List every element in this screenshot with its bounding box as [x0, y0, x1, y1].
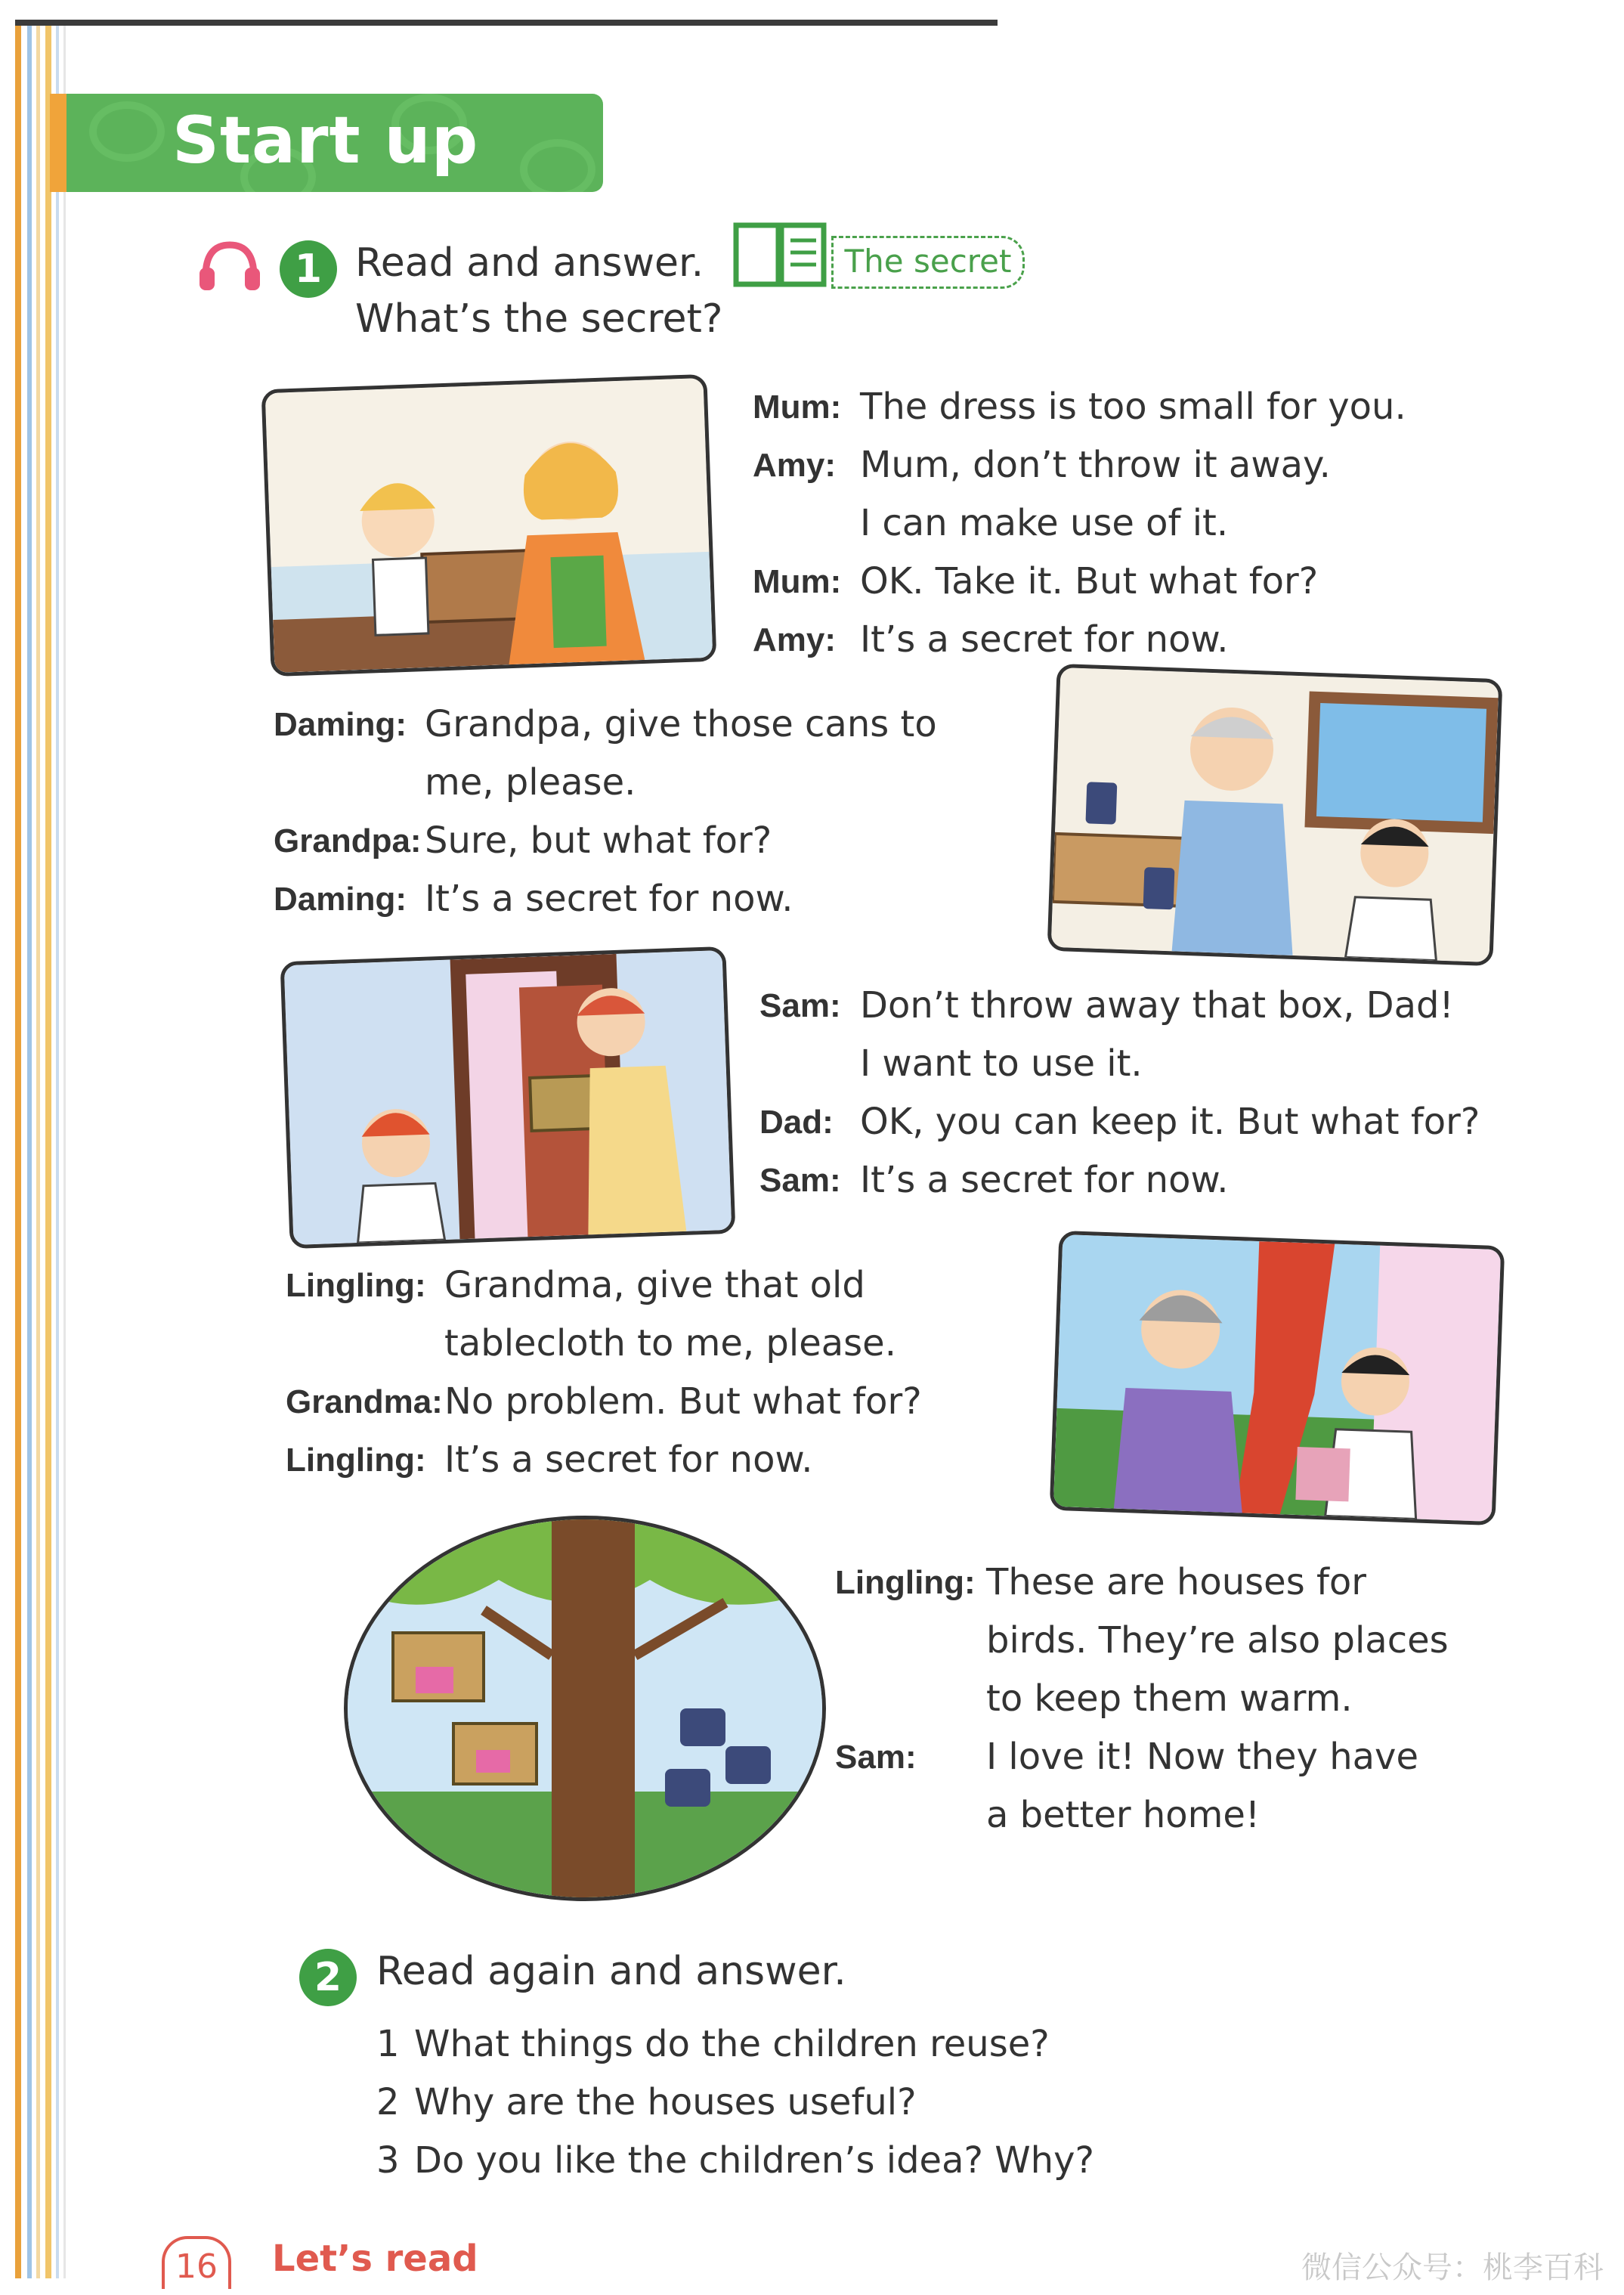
speaker-label: Daming: [274, 881, 407, 918]
question-text: What things do the children reuse? [414, 2023, 1050, 2065]
scene-grandpa-daming-picture [1047, 664, 1503, 966]
dialogue-line: These are houses for [986, 1561, 1366, 1603]
speaker-label: Amy: [753, 621, 837, 658]
dialogue-line: It’s a secret for now. [444, 1439, 813, 1481]
speaker-label: Lingling: [286, 1442, 426, 1479]
speaker-label: Lingling: [835, 1564, 976, 1601]
dialogue-line: Sure, but what for? [425, 819, 772, 862]
banner-pattern [520, 139, 595, 192]
watermark-text: 微信公众号：桃李百科 [1301, 2250, 1604, 2285]
question-number: 3 [376, 2139, 400, 2182]
section-banner [67, 94, 603, 192]
speaker-label: Dad: [759, 1104, 834, 1141]
activity-title: Read again and answer. [376, 1949, 846, 1994]
book-edge-strip [15, 26, 21, 2278]
dialogue-line: It’s a secret for now. [860, 618, 1229, 661]
footer-label: Let’s read [272, 2238, 478, 2280]
speaker-label: Sam: [759, 987, 841, 1024]
scene-mum-amy-picture [261, 374, 717, 677]
book-edge-strip [27, 26, 32, 2278]
dialogue-line: No problem. But what for? [444, 1380, 922, 1423]
dialogue-line: Grandpa, give those cans to [425, 703, 937, 745]
dialogue-line: to keep them warm. [986, 1677, 1353, 1720]
question-number: 1 [376, 2023, 400, 2065]
dialogue-line: It’s a secret for now. [425, 878, 793, 920]
speaker-label: Sam: [835, 1739, 917, 1776]
dialogue-line: Don’t throw away that box, Dad! [860, 984, 1454, 1027]
dialogue-line: Mum, don’t throw it away. [860, 444, 1331, 486]
dialogue-line: birds. They’re also places [986, 1619, 1449, 1662]
dialogue-line: OK. Take it. But what for? [860, 560, 1319, 602]
speaker-label: Mum: [753, 389, 842, 426]
dialogue-line: tablecloth to me, please. [444, 1322, 896, 1364]
speaker-label: Sam: [759, 1162, 841, 1199]
dialogue-line: OK, you can keep it. But what for? [860, 1101, 1480, 1143]
speaker-label: Grandpa: [274, 822, 422, 859]
headphones-icon [198, 240, 261, 293]
question-text: Why are the houses useful? [414, 2081, 917, 2123]
speaker-label: Grandma: [286, 1383, 443, 1420]
speaker-label: Amy: [753, 447, 837, 484]
banner-tab [50, 94, 67, 192]
reading-tag: The secret [831, 236, 1025, 289]
activity-question: What’s the secret? [355, 296, 723, 342]
dialogue-line: I can make use of it. [860, 502, 1229, 544]
book-edge-strip [56, 26, 59, 2278]
page-number: 16 [162, 2236, 231, 2289]
scene-bird-houses-picture [344, 1516, 826, 1901]
question-text: Do you like the children’s idea? Why? [414, 2139, 1094, 2182]
page-top-edge [15, 20, 998, 26]
speaker-label: Mum: [753, 563, 842, 600]
speaker-label: Lingling: [286, 1267, 426, 1304]
dialogue-line: Grandma, give that old [444, 1264, 865, 1306]
section-title: Start up [172, 103, 479, 178]
activity-number-badge: 2 [299, 1949, 357, 2006]
scene-grandma-lingling-picture [1050, 1231, 1505, 1525]
activity-title: Read and answer. [355, 240, 704, 286]
book-edge-strip [63, 26, 66, 2278]
dialogue-line: The dress is too small for you. [860, 386, 1406, 428]
speaker-label: Daming: [274, 706, 407, 743]
scene-dad-sam-picture [280, 946, 736, 1249]
book-edge-strip [45, 26, 51, 2278]
dialogue-line: It’s a secret for now. [860, 1159, 1229, 1201]
dialogue-line: a better home! [986, 1794, 1261, 1836]
activity-number-badge: 1 [280, 240, 337, 298]
book-icon [733, 221, 831, 289]
dialogue-line: I want to use it. [860, 1042, 1143, 1085]
banner-pattern [89, 101, 165, 162]
dialogue-line: I love it! Now they have [986, 1736, 1418, 1778]
question-number: 2 [376, 2081, 400, 2123]
book-edge-strip [36, 26, 40, 2278]
dialogue-line: me, please. [425, 761, 636, 804]
